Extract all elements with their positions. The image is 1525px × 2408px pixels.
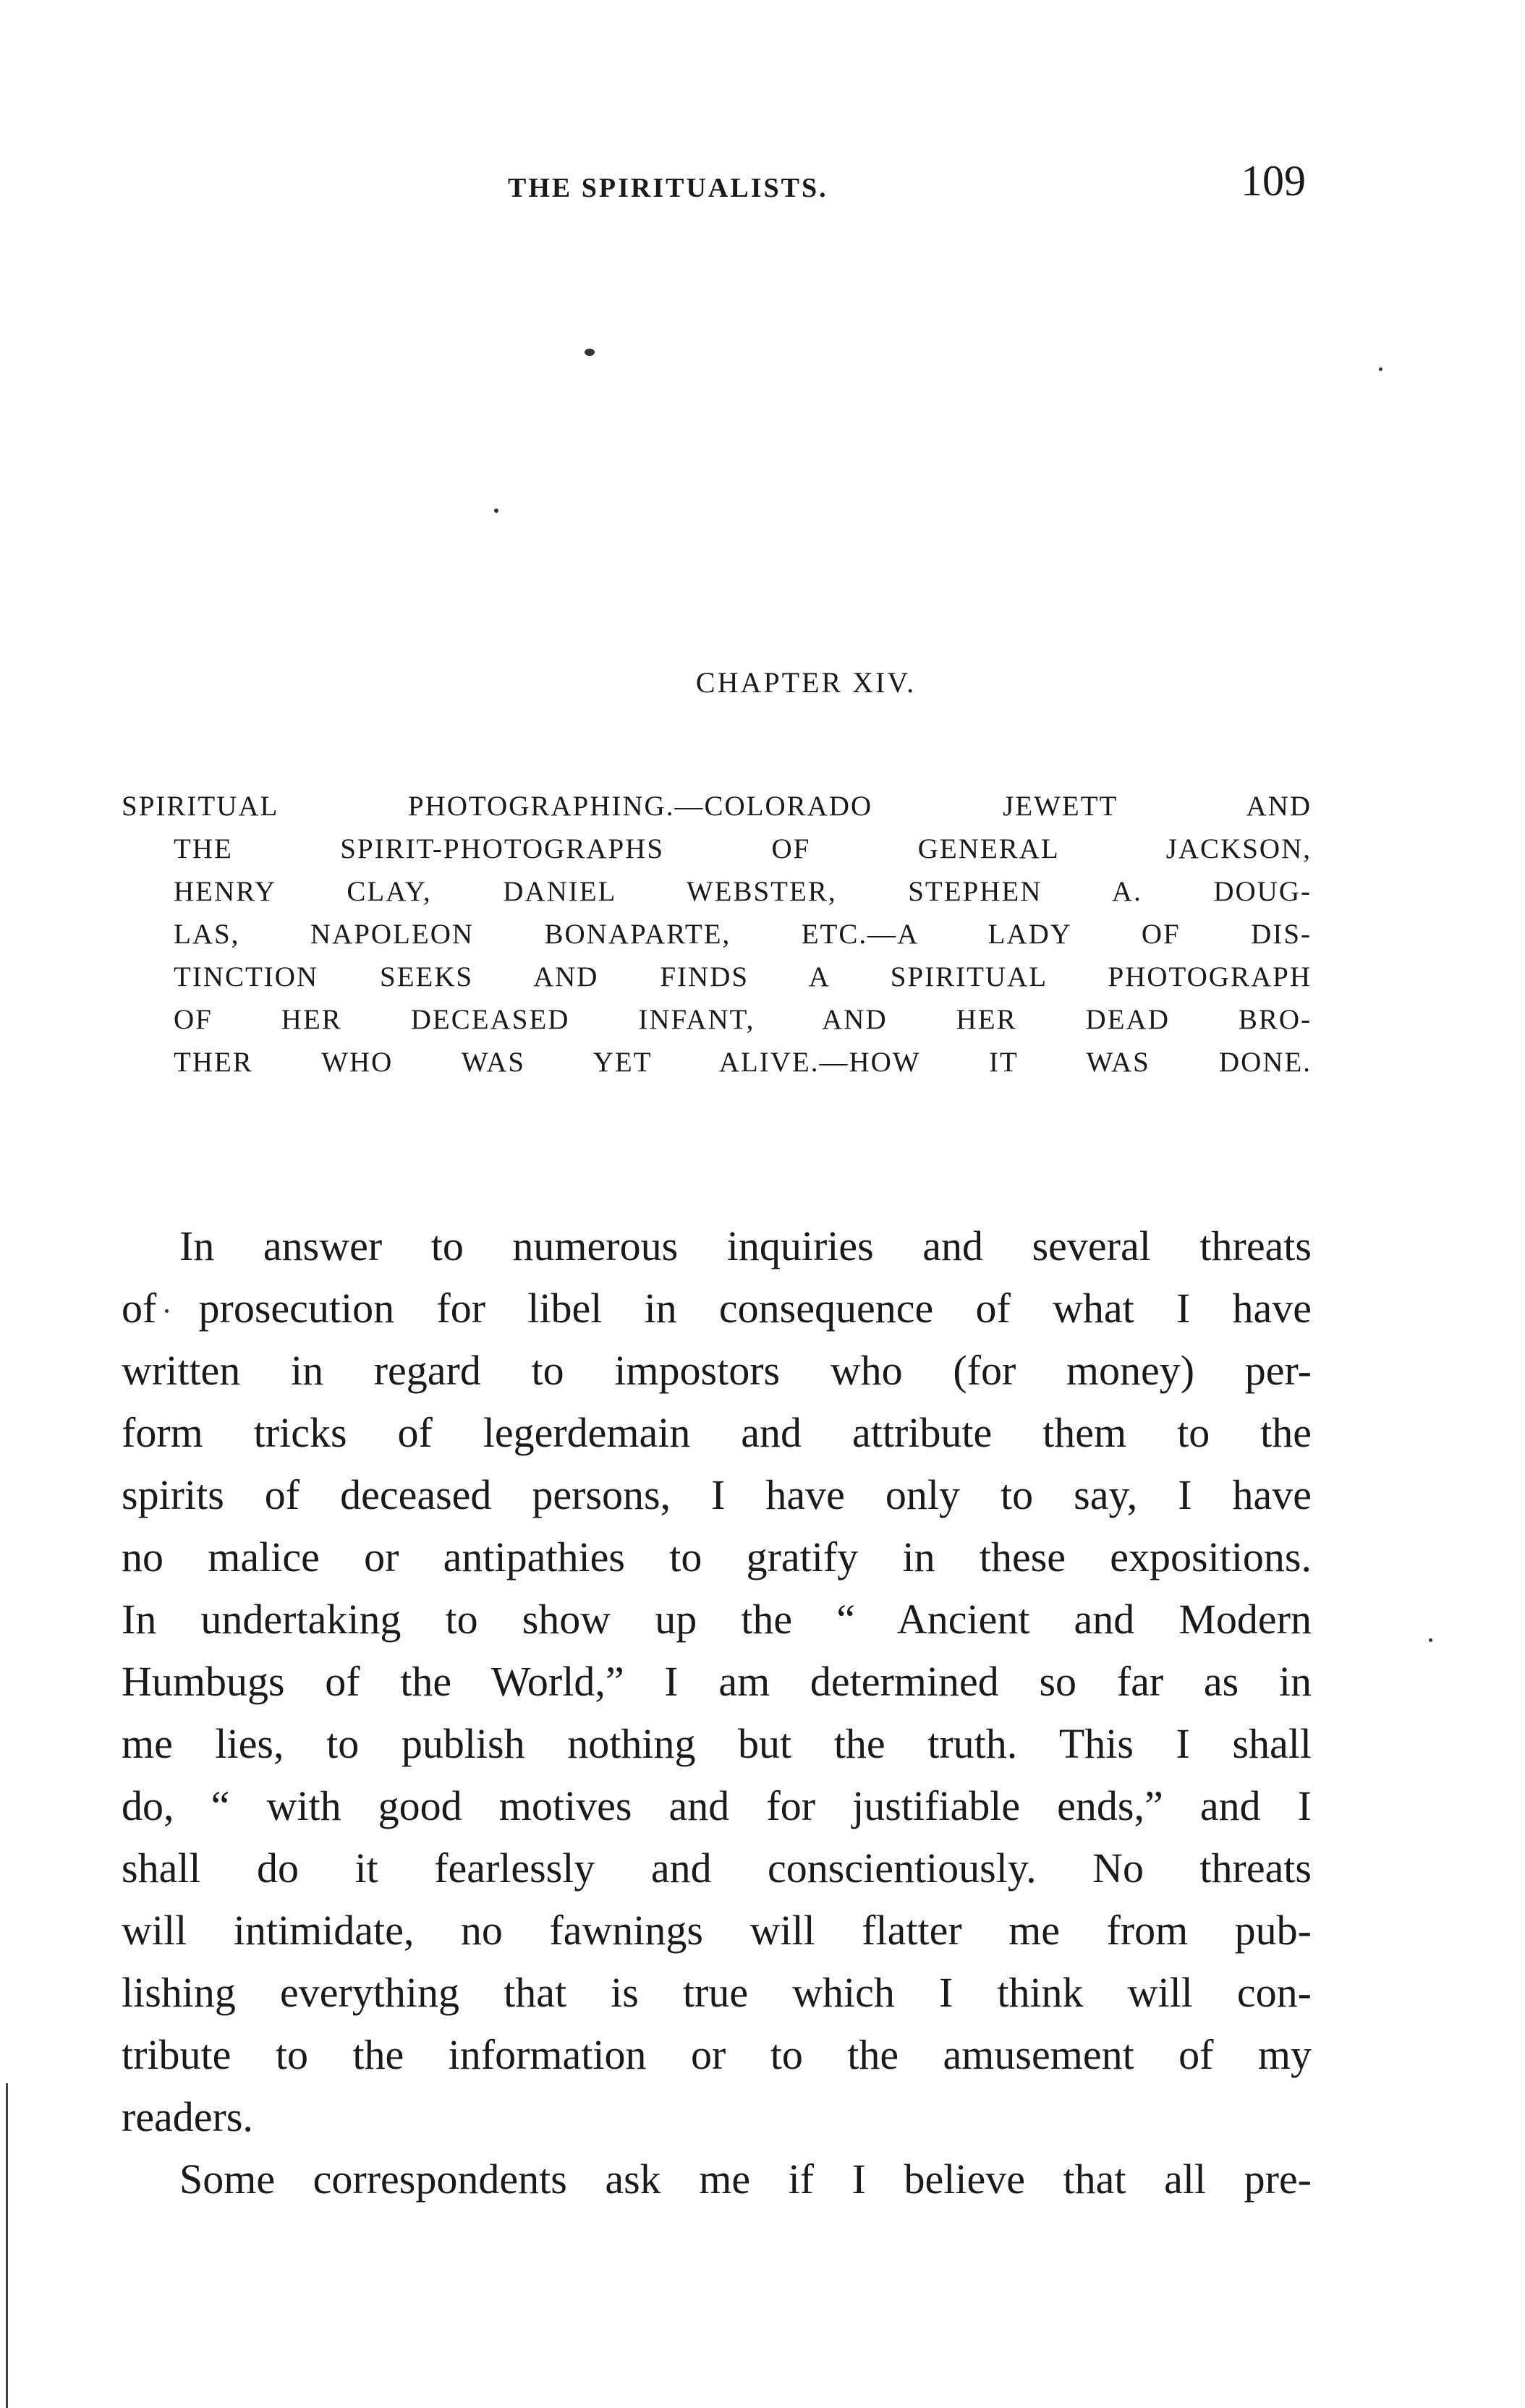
summary-line: LAS, NAPOLEON BONAPARTE, ETC.—A LADY OF DIS-	[174, 919, 1312, 950]
ink-speck	[494, 509, 498, 513]
summary-line: HENRY CLAY, DANIEL WEBSTER, STEPHEN A. DOUG-	[174, 876, 1312, 907]
page-number: 109	[1241, 157, 1306, 205]
text-line: me lies, to publish nothing but the truth. This I shall	[122, 1720, 1312, 1767]
ink-speck	[1379, 367, 1382, 371]
chapter-title: CHAPTER XIV.	[695, 666, 917, 699]
text-line: Humbugs of the World,” I am determined so far as in	[122, 1658, 1312, 1705]
text-line: In undertaking to show up the “ Ancient and Modern	[122, 1596, 1312, 1643]
text-line: will intimidate, no fawnings will flatter me from pub-	[122, 1907, 1312, 1954]
text-line: readers.	[122, 2093, 253, 2140]
text-line: spirits of deceased persons, I have only to say, I have	[122, 1471, 1312, 1518]
text-line: In answer to numerous inquiries and several threats	[179, 1222, 1312, 1269]
text-line: lishing everything that is true which I think will con-	[122, 1969, 1312, 2016]
text-line: do, “ with good motives and for justifiable ends,” and I	[122, 1782, 1312, 1829]
text-line: written in regard to impostors who (for money) per-	[122, 1347, 1312, 1394]
text-line: of prosecution for libel in consequence of what I have	[122, 1285, 1312, 1332]
ink-speck	[585, 349, 595, 356]
text-line: form tricks of legerdemain and attribute them to the	[122, 1409, 1312, 1456]
summary-line: TINCTION SEEKS AND FINDS A SPIRITUAL PHOTOGRAPH	[174, 961, 1312, 992]
summary-line: THER WHO WAS YET ALIVE.—HOW IT WAS DONE.	[174, 1047, 1312, 1078]
text-line: shall do it fearlessly and conscientiously. No threats	[122, 1845, 1312, 1892]
text-line: Some correspondents ask me if I believe that all pre-	[179, 2156, 1312, 2203]
page-edge-line	[6, 2083, 8, 2408]
text-line: no malice or antipathies to gratify in these expositions.	[122, 1533, 1312, 1580]
ink-speck	[1429, 1638, 1432, 1642]
summary-line: THE SPIRIT-PHOTOGRAPHS OF GENERAL JACKSON,	[174, 833, 1312, 864]
running-title: THE SPIRITUALISTS.	[508, 173, 828, 203]
summary-line: SPIRITUAL PHOTOGRAPHING.—COLORADO JEWETT AND	[122, 791, 1312, 822]
summary-line: OF HER DECEASED INFANT, AND HER DEAD BRO-	[174, 1004, 1312, 1035]
chapter-summary	[122, 785, 1312, 1084]
text-line: tribute to the information or to the amusement of my	[122, 2031, 1312, 2078]
body-text	[122, 1215, 1312, 2211]
